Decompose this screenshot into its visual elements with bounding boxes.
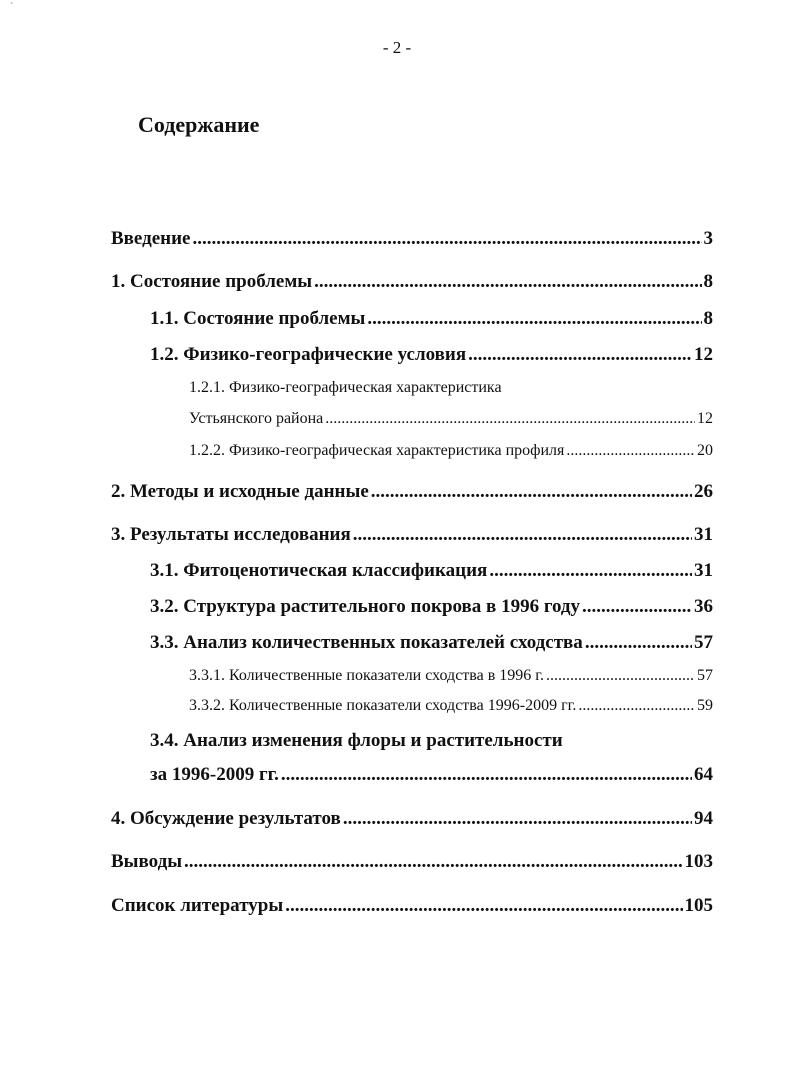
toc-entry-section-1-1[interactable] [150,308,713,330]
toc-entry-page: 31 [694,524,713,545]
toc-entry-page: 12 [694,344,713,365]
toc-leader-dots [367,308,701,330]
toc-entry-section-3[interactable] [111,524,713,546]
toc-leader-dots [314,271,701,293]
toc-leader-dots [566,442,695,460]
toc-entry-section-4[interactable] [111,808,713,830]
toc-entry-section-1[interactable] [111,271,713,293]
toc-entry-page: 26 [694,481,713,502]
toc-entry-title: 3.3. Анализ количественных показателей сходства [150,632,583,653]
toc-entry-section-2[interactable] [111,481,713,503]
toc-leader-dots [353,524,692,546]
toc-entry-section-3-4[interactable] [150,764,713,786]
toc-leader-dots [546,667,695,685]
toc-entry-page: 57 [697,667,713,684]
toc-entry-introduction[interactable] [111,228,713,250]
toc-entry-section-1-2-2[interactable] [189,442,713,460]
toc-entry-title: 3.1. Фитоценотическая классификация [150,560,488,581]
toc-entry-page: 64 [694,764,713,785]
toc-entry-page: 103 [684,851,713,872]
toc-entry-title: 1.2.2. Физико-географическая характеристика профиля [189,442,565,459]
toc-leader-dots [489,560,692,582]
toc-entry-title: 1. Состояние проблемы [111,271,313,292]
toc-entry-section-1-2[interactable] [150,344,713,366]
toc-entry-section-3-3-1[interactable] [189,667,713,685]
scan-mark: ` [10,2,14,13]
toc-leader-dots [582,596,692,618]
toc-entry-section-3-1[interactable] [150,560,713,582]
toc-entry-page: 31 [694,560,713,581]
toc-entry-page: 36 [694,596,713,617]
toc-leader-dots [585,632,692,654]
toc-entry-section-3-3-2[interactable] [189,697,713,715]
toc-leader-dots [281,764,692,786]
toc-entry-section-1-2-1-first-line[interactable]: 1.2.1. Физико-географическая характеристика [189,379,502,396]
toc-entry-section-3-4-first-line[interactable]: 3.4. Анализ изменения флоры и растительности [150,730,563,751]
toc-entry-title: 3.3.2. Количественные показатели сходства 1996-2009 гг. [189,697,577,714]
page-number: - 2 - [382,38,412,57]
toc-entry-references[interactable] [111,895,713,917]
toc-leader-dots [285,895,682,917]
toc-entry-title: 3. Результаты исследования [111,524,351,545]
toc-entry-page: 94 [694,808,713,829]
page-title: Содержание [138,112,260,137]
toc-leader-dots [371,481,692,503]
toc-entry-page: 12 [697,410,713,427]
toc-leader-dots [325,410,695,428]
toc-leader-dots [184,851,682,873]
toc-leader-dots [578,697,695,715]
toc-entry-page: 57 [694,632,713,653]
toc-entry-section-3-2[interactable] [150,596,713,618]
toc-entry-page: 20 [697,442,713,459]
toc-entry-page: 3 [703,228,713,249]
toc-leader-dots [193,228,702,250]
toc-entry-title: 1.1. Состояние проблемы [150,308,366,329]
toc-entry-title: Выводы [111,851,183,872]
toc-entry-title: Устьянского района [189,410,324,427]
toc-entry-title: 1.2. Физико-географические условия [150,344,467,365]
toc-entry-page: 8 [703,271,713,292]
toc-leader-dots [468,344,692,366]
toc-entry-title: Список литературы [111,895,284,916]
toc-entry-title: за 1996-2009 гг. [150,764,279,785]
toc-entry-title: 2. Методы и исходные данные [111,481,369,502]
toc-entry-title: 3.3.1. Количественные показатели сходства в 1996 г. [189,667,545,684]
toc-entry-title: 4. Обсуждение результатов [111,808,341,829]
toc-entry-title: 3.2. Структура растительного покрова в 1996 году [150,596,581,617]
toc-entry-conclusions[interactable] [111,851,713,873]
toc-entry-page: 105 [684,895,713,916]
toc-entry-section-1-2-1[interactable] [189,410,713,428]
toc-entry-page: 8 [703,308,713,329]
toc-leader-dots [343,808,692,830]
toc-entry-section-3-3[interactable] [150,632,713,654]
toc-entry-title: Введение [111,228,191,249]
toc-entry-page: 59 [697,697,713,714]
